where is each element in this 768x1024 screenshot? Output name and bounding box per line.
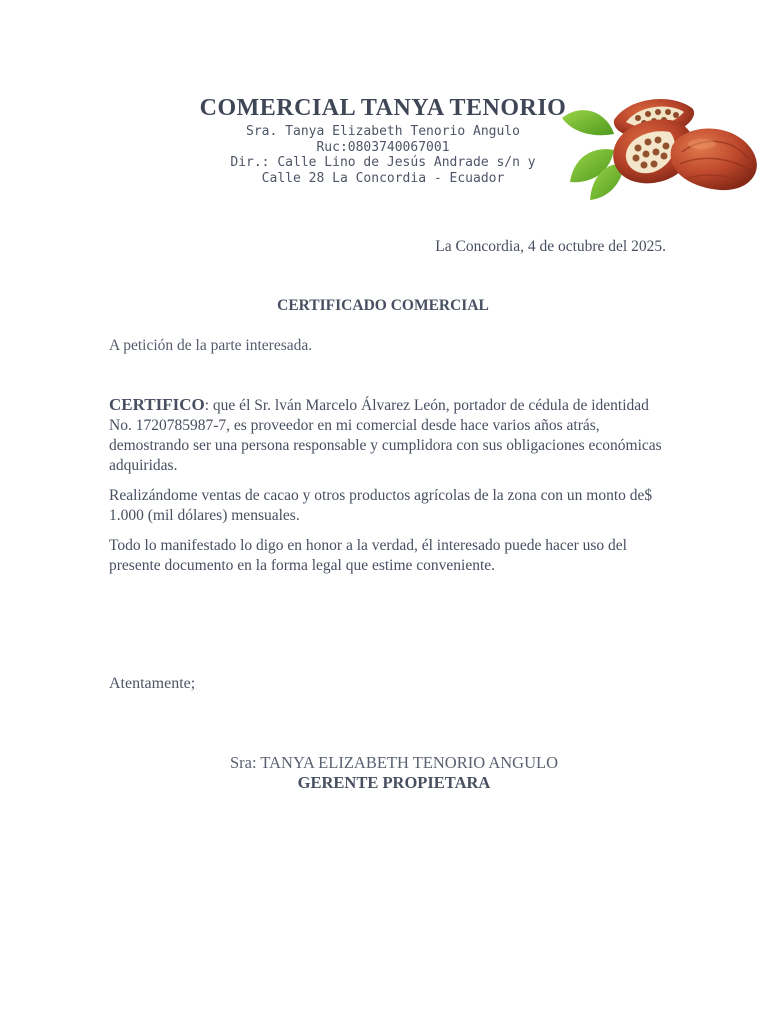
ruc-line: Ruc:0803740067001 — [316, 139, 450, 155]
certify-paragraph — [109, 395, 665, 476]
signer-role: GERENTE PROPIETARA — [297, 773, 491, 792]
company-name: COMERCIAL TANYA TENORIO — [199, 95, 567, 121]
certify-text: : que él Sr. lván Marcelo Álvarez León, portador de cédula de identidad No. 1720785987-7, es proveedor en mi comercial desde hace varios años atrás, demostrando ser una persona responsable y cumplidora con sus obligaciones económicas adquiridas. — [109, 397, 662, 474]
letter-date: La Concordia, 4 de octubre del 2025. — [435, 238, 666, 255]
closing-line: Atentamente; — [109, 675, 196, 692]
cacao-pod-icon — [552, 92, 764, 210]
sales-paragraph: Realizándome ventas de cacao y otros productos agrícolas de la zona con un monto de$ 1.000 (mil dólares) mensuales. — [109, 487, 653, 524]
address-line-2: Calle 28 La Concordia - Ecuador — [261, 170, 505, 186]
document-title: CERTIFICADO COMERCIAL — [277, 297, 489, 314]
owner-line: Sra. Tanya Elizabeth Tenorio Angulo — [246, 124, 520, 139]
address-line-1: Dir.: Calle Lino de Jesús Andrade s/n y — [230, 155, 536, 170]
declaration-paragraph: Todo lo manifestado lo digo en honor a la verdad, él interesado puede hacer uso del presente documento en la forma legal que estime conveniente. — [109, 537, 627, 574]
petition-line: A petición de la parte interesada. — [109, 337, 313, 354]
certify-label: CERTIFICO — [109, 395, 205, 414]
signer-name: Sra: TANYA ELIZABETH TENORIO ANGULO — [229, 753, 559, 772]
